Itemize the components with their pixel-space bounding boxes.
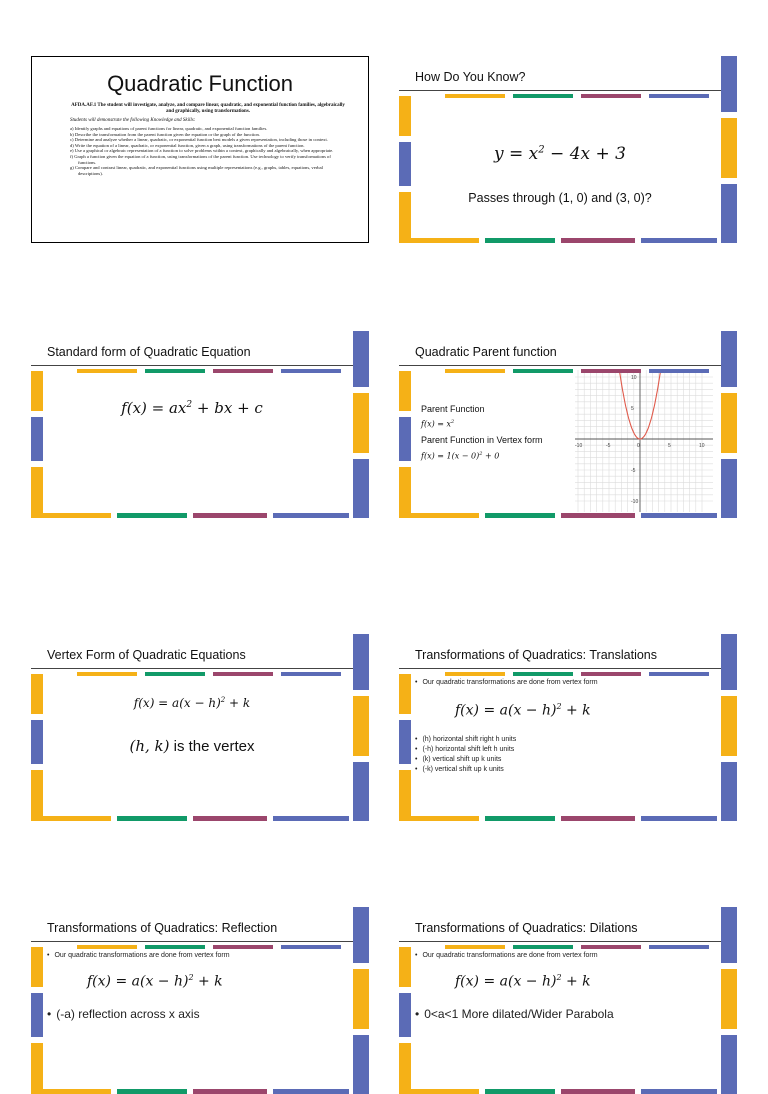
vertex-text: is the vertex xyxy=(173,738,255,755)
frame-bar xyxy=(721,118,737,178)
frame-bar xyxy=(399,417,411,461)
frame-bar xyxy=(641,513,717,518)
slide-7 xyxy=(31,907,369,1094)
frame-bar xyxy=(31,947,43,987)
slide-5 xyxy=(31,634,369,821)
frame-bar xyxy=(213,672,273,676)
slide-4 xyxy=(399,331,737,518)
frame-bar xyxy=(273,513,349,518)
frame-bar xyxy=(399,674,411,714)
frame-bar xyxy=(399,720,411,764)
frame-bar xyxy=(353,331,369,387)
frame-bar xyxy=(649,94,709,98)
slide-6-title: Transformations of Quadratics: Translations xyxy=(415,648,657,662)
slide-7-bullet xyxy=(47,1007,200,1021)
frame-bar xyxy=(721,56,737,112)
slide-5-vertex-line xyxy=(31,737,353,755)
frame-bar xyxy=(721,762,737,821)
frame-bar xyxy=(31,770,43,816)
frame-bar xyxy=(649,945,709,949)
frame-bar xyxy=(31,1043,43,1089)
frame-bar xyxy=(31,467,43,513)
x-tick-label: -5 xyxy=(606,443,611,449)
slide-8-note xyxy=(415,951,598,961)
frame-bar xyxy=(721,696,737,756)
frame-bar xyxy=(485,513,555,518)
bullet-item: • (-h) horizontal shift left h units xyxy=(415,745,516,755)
frame-bar xyxy=(31,720,43,764)
skill-item: f) Graph a function given the equation of a function, using transformations of the parent function. Use technology to verify transformations of functions. xyxy=(70,153,331,165)
slide-8 xyxy=(399,907,737,1094)
frame-bar xyxy=(485,1089,555,1094)
bullet-item: • 0<a<1 More dilated/Wider Parabola xyxy=(415,1007,614,1021)
frame-bar xyxy=(649,369,709,373)
frame-bar xyxy=(353,393,369,453)
slide-3-equation: $f(x) = ax^2$ + bx + c xyxy=(121,399,263,417)
skill-item: b) Describe the transformation from the parent function given the equation or the graph of the function. xyxy=(70,131,260,137)
frame-bar xyxy=(281,369,341,373)
parent-function-graph xyxy=(575,370,713,512)
frame-bar xyxy=(513,94,573,98)
frame-bar xyxy=(721,184,737,243)
slide-5-equation: $f(x) = a(x - h)^2 + k$ xyxy=(133,696,251,710)
frame-bar xyxy=(399,371,411,411)
note-item: • Our quadratic transformations are done from vertex form xyxy=(47,951,230,961)
bullet-item: • (-k) vertical shift up k units xyxy=(415,765,516,775)
y-tick-label: -10 xyxy=(631,499,639,505)
slide-6-bullets xyxy=(415,735,516,775)
slide-8-title: Transformations of Quadratics: Dilations xyxy=(415,921,638,935)
frame-bar xyxy=(513,672,573,676)
frame-bar xyxy=(445,672,505,676)
frame-bar xyxy=(721,459,737,518)
frame-bar xyxy=(399,947,411,987)
slide-1 xyxy=(31,56,369,243)
x-tick-label: 0 xyxy=(637,443,640,449)
frame-bar xyxy=(399,513,479,518)
frame-bar xyxy=(31,417,43,461)
frame-bar xyxy=(399,467,411,513)
skill-item: g) Compare and contrast linear, quadratic, and exponential functions using multiple representations (e.g., graphs, tables, equations, verbal descriptions). xyxy=(70,165,323,176)
note-item: • Our quadratic transformations are done from vertex form xyxy=(415,678,598,688)
frame-bar xyxy=(721,331,737,387)
frame-bar xyxy=(445,945,505,949)
y-tick-label: 10 xyxy=(631,375,637,381)
frame-bar xyxy=(649,672,709,676)
slide-7-note xyxy=(47,951,230,961)
frame-bar xyxy=(77,672,137,676)
frame-bar xyxy=(31,371,43,411)
frame-bar xyxy=(485,238,555,243)
frame-bar xyxy=(353,907,369,963)
frame-bar xyxy=(561,1089,635,1094)
slide-7-equation: $f(x) = a(x - h)^2 + k$ xyxy=(87,973,223,990)
frame-bar xyxy=(281,945,341,949)
frame-bar xyxy=(353,762,369,821)
frame-bar xyxy=(513,945,573,949)
frame-bar xyxy=(641,816,717,821)
frame-bar xyxy=(31,1089,111,1094)
frame-bar xyxy=(273,1089,349,1094)
frame-bar xyxy=(399,142,411,186)
slide-1-skill-list xyxy=(70,126,346,176)
slide-1-standard: AFDA.AF.1 The student will investigate, analyze, and compare linear, quadratic, and exponential function families, algebraically and graphically, using transformations. xyxy=(71,103,345,114)
frame-bar xyxy=(721,634,737,690)
frame-bar xyxy=(353,969,369,1029)
frame-bar xyxy=(485,816,555,821)
frame-bar xyxy=(353,634,369,690)
frame-bar xyxy=(273,816,349,821)
frame-bar xyxy=(145,369,205,373)
skill-item: e) Use a graphical or algebraic representation of a function to solve problems within a context, graphically and algebraically, when appropriate. xyxy=(70,148,334,154)
frame-bar xyxy=(31,993,43,1037)
skill-item: d) Write the equation of a linear, quadratic, or exponential function, given a graph, using transformations of the parent function. xyxy=(70,142,305,148)
frame-bar xyxy=(31,816,111,821)
frame-bar xyxy=(641,1089,717,1094)
skill-item: a) Identify graphs and equations of parent functions for linear, quadratic, and exponential function families. xyxy=(70,126,268,131)
frame-bar xyxy=(399,816,479,821)
frame-bar xyxy=(117,513,187,518)
slide-2-equation: $y = x^2 - 4x + 3$ xyxy=(494,144,626,164)
slide-6-equation: $f(x) = a(x - h)^2 + k$ xyxy=(455,702,591,719)
frame-bar xyxy=(353,1035,369,1094)
x-tick-label: 10 xyxy=(699,443,705,449)
slide-4-eq-vertex: $f(x) = 1(x - 0)^2 + 0$ xyxy=(421,451,500,461)
slide-7-title: Transformations of Quadratics: Reflection xyxy=(47,921,278,935)
skill-item: c) Determine and analyze whether a linear, quadratic, or exponential function best models a given representation, including those in context. xyxy=(70,137,328,143)
frame-bar xyxy=(721,393,737,453)
frame-bar xyxy=(641,238,717,243)
frame-bar xyxy=(561,816,635,821)
frame-bar xyxy=(193,1089,267,1094)
slide-4-label-vertex: Parent Function in Vertex form xyxy=(421,435,543,445)
frame-bar xyxy=(561,238,635,243)
frame-bar xyxy=(721,907,737,963)
bullet-item: • (-a) reflection across x axis xyxy=(47,1007,200,1021)
frame-bar xyxy=(399,96,411,136)
frame-bar xyxy=(513,369,573,373)
frame-bar xyxy=(399,238,479,243)
frame-bar xyxy=(399,1089,479,1094)
bullet-item: • (k) vertical shift up k units xyxy=(415,755,516,765)
frame-bar xyxy=(399,770,411,816)
slide-6-note xyxy=(415,678,598,688)
graph-background xyxy=(575,370,713,512)
frame-bar xyxy=(399,1043,411,1089)
frame-bar xyxy=(145,945,205,949)
slide-4-label-parent: Parent Function xyxy=(421,404,485,414)
slide-4-eq-parent: $f(x) = x^2$ xyxy=(421,419,455,429)
y-tick-label: 5 xyxy=(631,406,634,412)
frame-bar xyxy=(721,1035,737,1094)
frame-bar xyxy=(77,945,137,949)
frame-bar xyxy=(77,369,137,373)
frame-bar xyxy=(31,674,43,714)
frame-bar xyxy=(561,513,635,518)
note-item: • Our quadratic transformations are done from vertex form xyxy=(415,951,598,961)
vertex-notation: (h, k) xyxy=(129,737,170,755)
x-tick-label: 5 xyxy=(668,443,671,449)
frame-bar xyxy=(117,816,187,821)
y-tick-label: -5 xyxy=(631,468,636,474)
frame-bar xyxy=(399,993,411,1037)
frame-bar xyxy=(353,696,369,756)
slide-8-bullet xyxy=(415,1007,614,1021)
slide-3 xyxy=(31,331,369,518)
slide-2 xyxy=(399,56,737,243)
frame-bar xyxy=(581,369,641,373)
frame-bar xyxy=(193,816,267,821)
frame-bar xyxy=(213,945,273,949)
frame-bar xyxy=(353,459,369,518)
frame-bar xyxy=(117,1089,187,1094)
slide-5-title: Vertex Form of Quadratic Equations xyxy=(47,648,246,662)
slide-1-title: Quadratic Function xyxy=(107,71,293,96)
frame-bar xyxy=(581,94,641,98)
frame-bar xyxy=(399,192,411,238)
frame-bar xyxy=(581,672,641,676)
frame-bar xyxy=(213,369,273,373)
frame-bar xyxy=(31,513,111,518)
slide-3-title: Standard form of Quadratic Equation xyxy=(47,345,251,359)
frame-bar xyxy=(193,513,267,518)
x-tick-label: -10 xyxy=(575,443,583,449)
slide-2-title: How Do You Know? xyxy=(415,70,526,84)
frame-bar xyxy=(445,369,505,373)
slide-8-equation: $f(x) = a(x - h)^2 + k$ xyxy=(455,973,591,990)
frame-bar xyxy=(445,94,505,98)
frame-bar xyxy=(281,672,341,676)
slide-4-title: Quadratic Parent function xyxy=(415,345,557,359)
slide-2-question: Passes through (1, 0) and (3, 0)? xyxy=(468,191,652,205)
frame-bar xyxy=(581,945,641,949)
slide-6 xyxy=(399,634,737,821)
frame-bar xyxy=(145,672,205,676)
frame-bar xyxy=(721,969,737,1029)
bullet-item: • (h) horizontal shift right h units xyxy=(415,735,516,745)
slide-1-intro: Students will demonstrate the following Knowledge and Skills: xyxy=(70,118,196,123)
